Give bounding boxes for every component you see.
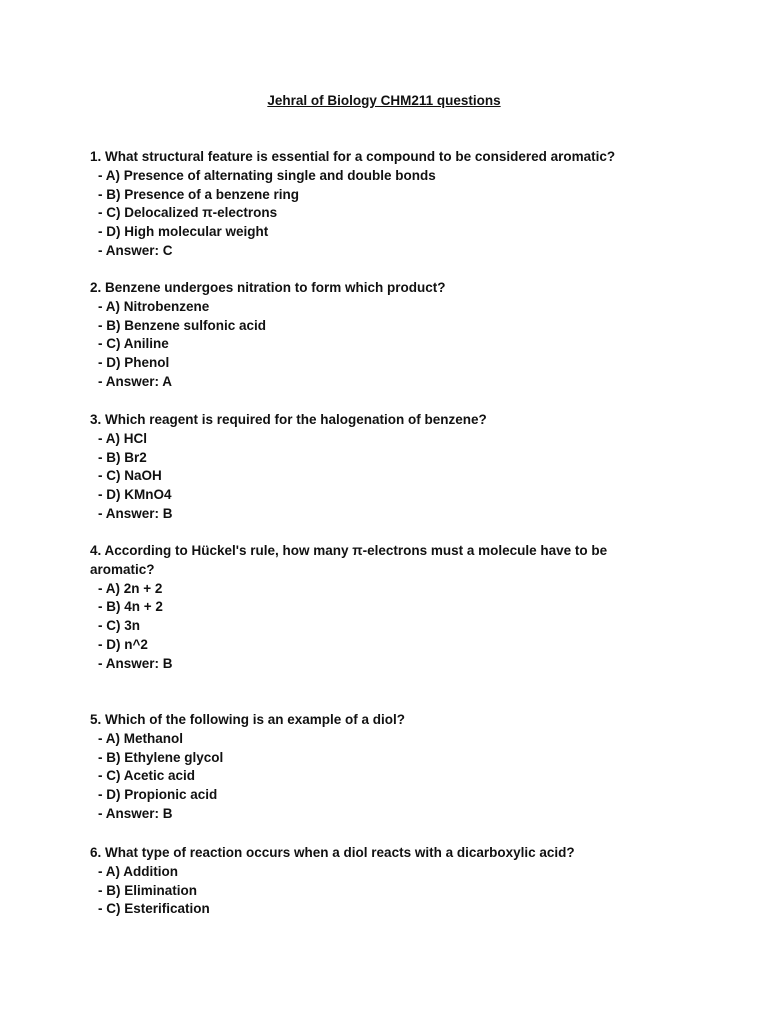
option-b: - B) Ethylene glycol [98, 749, 224, 765]
answer-line: - Answer: A [98, 373, 173, 389]
option-a: - A) Presence of alternating single and double bonds [98, 167, 436, 183]
option-d: - D) Phenol [98, 355, 170, 371]
option-c: - C) Acetic acid [98, 768, 196, 784]
question-5 [90, 711, 650, 824]
option-a: - A) 2n + 2 [98, 580, 163, 596]
question-text: 5. Which of the following is an example of a diol? [90, 712, 406, 727]
option-a: - A) Addition [98, 863, 178, 879]
option-b: - B) Presence of a benzene ring [98, 186, 300, 202]
option-a: - A) HCl [98, 430, 147, 446]
question-text: 6. What type of reaction occurs when a diol reacts with a dicarboxylic acid? [90, 845, 575, 860]
option-d: - D) n^2 [98, 636, 148, 652]
question-text: 3. Which reagent is required for the halogenation of benzene? [90, 412, 487, 427]
question-text: 4. According to Hückel's rule, how many π-electrons must a molecule have to be aromatic? [90, 543, 608, 577]
answer-line: - Answer: B [98, 655, 173, 671]
option-c: - C) 3n [98, 618, 140, 634]
option-b: - B) Elimination [98, 882, 197, 898]
option-b: - B) Benzene sulfonic acid [98, 317, 267, 333]
answer-line: - Answer: B [98, 805, 173, 821]
answer-line: - Answer: B [98, 505, 173, 521]
question-2 [90, 279, 650, 392]
option-d: - D) KMnO4 [98, 487, 172, 503]
option-a: - A) Methanol [98, 730, 183, 746]
option-c: - C) Esterification [98, 901, 210, 917]
option-b: - B) Br2 [98, 449, 147, 465]
option-c: - C) NaOH [98, 468, 162, 484]
question-text: 2. Benzene undergoes nitration to form which product? [90, 280, 446, 295]
option-c: - C) Aniline [98, 336, 169, 352]
document-title: Jehral of Biology CHM211 questions [267, 93, 501, 108]
option-c: - C) Delocalized π-electrons [98, 205, 278, 221]
question-text: 1. What structural feature is essential for a compound to be considered aromatic? [90, 149, 616, 164]
option-d: - D) Propionic acid [98, 787, 218, 803]
question-1 [90, 148, 650, 261]
question-6 [90, 844, 650, 919]
question-3 [90, 411, 650, 524]
answer-line: - Answer: C [98, 242, 173, 258]
question-4 [90, 542, 650, 674]
option-d: - D) High molecular weight [98, 224, 269, 240]
option-a: - A) Nitrobenzene [98, 298, 210, 314]
option-b: - B) 4n + 2 [98, 599, 163, 615]
